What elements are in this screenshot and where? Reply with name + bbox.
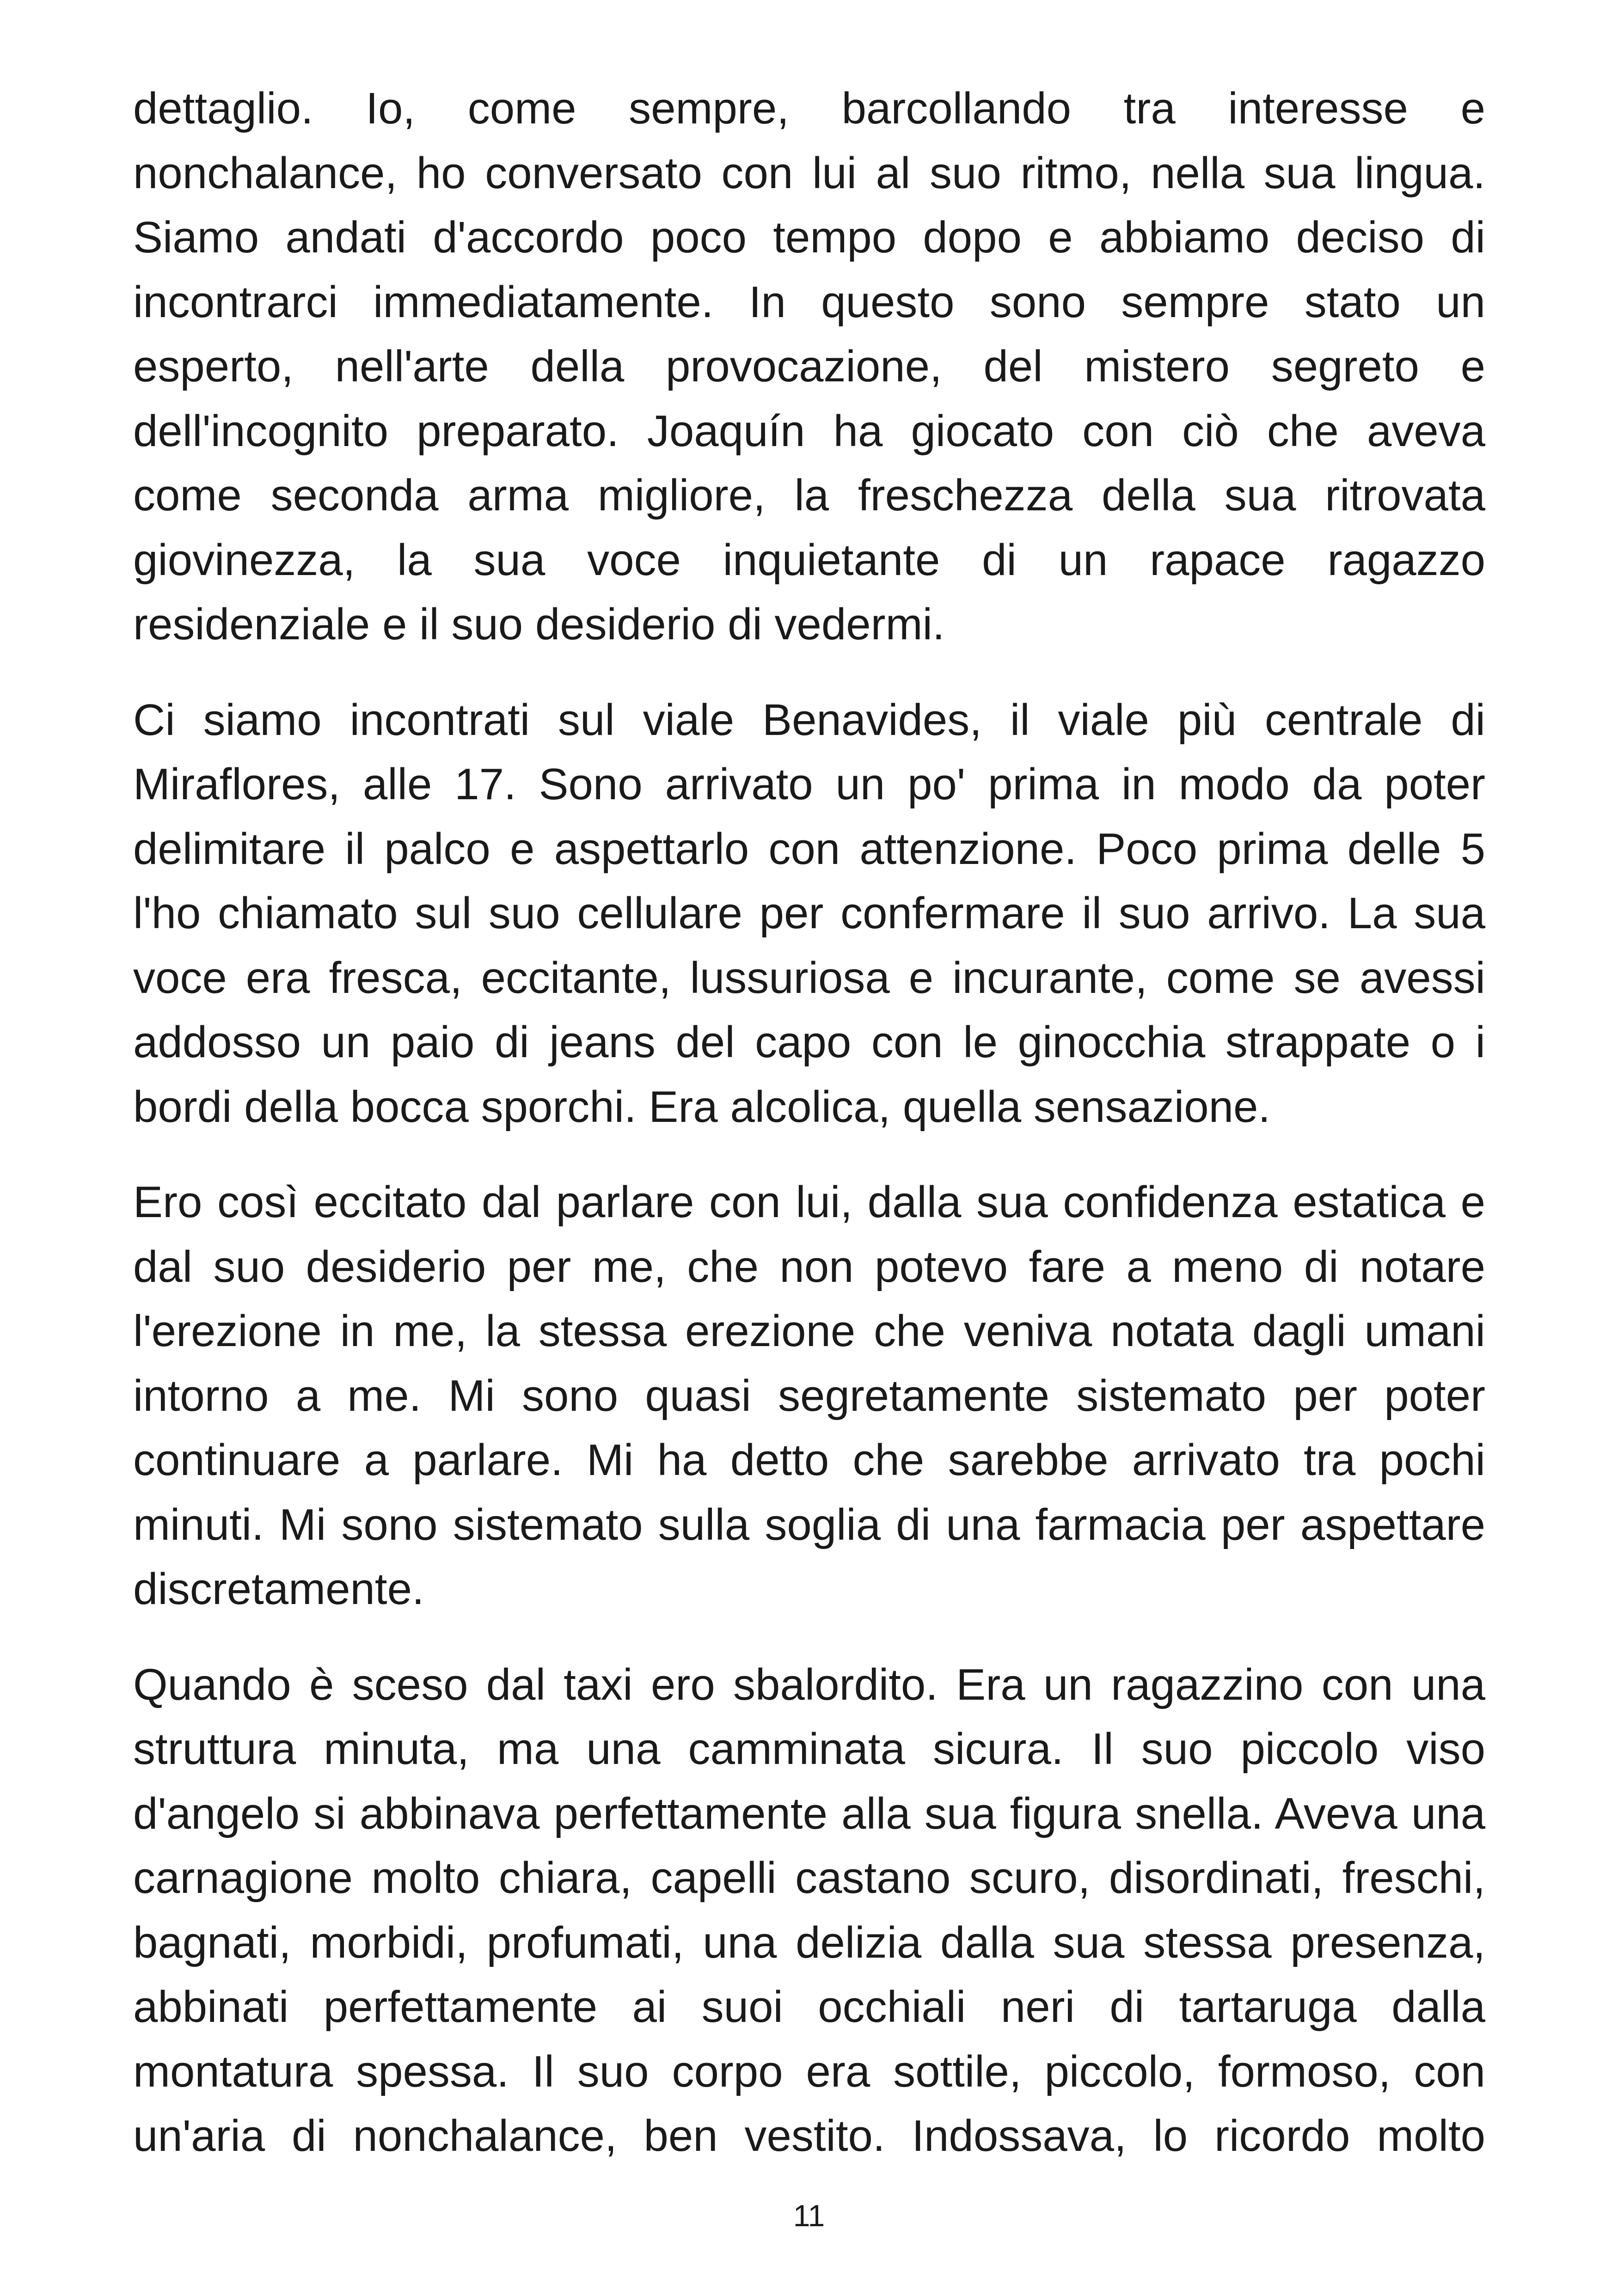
text-line: continuare a parlare. Mi ha detto che sarebbe arrivato tra pochi	[133, 1435, 1485, 1485]
text-line: l'erezione in me, la stessa erezione che veniva notata dagli umani	[133, 1306, 1485, 1356]
text-line: dettaglio. Io, come sempre, barcollando tra interesse e	[133, 84, 1485, 133]
text-line: montatura spessa. Il suo corpo era sottile, piccolo, formoso, con	[133, 2046, 1485, 2096]
text-line: come seconda arma migliore, la freschezza della sua ritrovata	[133, 471, 1485, 520]
text-line: residenziale e il suo desiderio di vedermi.	[133, 600, 945, 649]
text-line: intorno a me. Mi sono quasi segretamente sistemato per poter	[133, 1371, 1485, 1420]
page-number: 11	[793, 2198, 825, 2233]
text-line: Ero così eccitato dal parlare con lui, dalla sua confidenza estatica e	[133, 1177, 1485, 1227]
text-line: Quando è sceso dal taxi ero sbalordito. Era un ragazzino con una	[133, 1659, 1485, 1709]
text-line: giovinezza, la sua voce inquietante di un rapace ragazzo	[133, 535, 1485, 585]
text-line: struttura minuta, ma una camminata sicura. Il suo piccolo viso	[133, 1724, 1485, 1774]
paragraph-4	[133, 1653, 1485, 2168]
text-line: dell'incognito preparato. Joaquín ha giocato con ciò che aveva	[133, 406, 1485, 456]
text-line: un'aria di nonchalance, ben vestito. Indossava, lo ricordo molto	[133, 2111, 1485, 2161]
text-line: l'ho chiamato sul suo cellulare per confermare il suo arrivo. La sua	[133, 888, 1485, 938]
text-line: Ci siamo incontrati sul viale Benavides, il viale più centrale di	[133, 695, 1485, 745]
text-line: Siamo andati d'accordo poco tempo dopo e abbiamo deciso di	[133, 213, 1485, 262]
text-line: carnagione molto chiara, capelli castano scuro, disordinati, freschi,	[133, 1853, 1485, 1903]
text-line: bagnati, morbidi, profumati, una delizia dalla sua stessa presenza,	[133, 1917, 1485, 1967]
text-line: abbinati perfettamente ai suoi occhiali neri di tartaruga dalla	[133, 1982, 1485, 2032]
text-line: dal suo desiderio per me, che non potevo fare a meno di notare	[133, 1242, 1485, 1292]
text-line: incontrarci immediatamente. In questo sono sempre stato un	[133, 277, 1485, 327]
text-line: bordi della bocca sporchi. Era alcolica, quella sensazione.	[133, 1082, 1271, 1132]
text-line: voce era fresca, eccitante, lussuriosa e incurante, come se avessi	[133, 953, 1485, 1003]
text-line: minuti. Mi sono sistemato sulla soglia di una farmacia per aspettare	[133, 1500, 1485, 1549]
text-line: Miraflores, alle 17. Sono arrivato un po' prima in modo da poter	[133, 759, 1485, 809]
text-line: d'angelo si abbinava perfettamente alla sua figura snella. Aveva una	[133, 1788, 1485, 1838]
body-text	[133, 76, 1485, 2168]
paragraph-3	[133, 1170, 1485, 1622]
paragraph-1	[133, 76, 1485, 657]
text-line: nonchalance, ho conversato con lui al suo ritmo, nella sua lingua.	[133, 148, 1485, 198]
text-line: delimitare il palco e aspettarlo con attenzione. Poco prima delle 5	[133, 824, 1485, 874]
paragraph-2	[133, 688, 1485, 1139]
text-line: discretamente.	[133, 1564, 424, 1614]
text-line: addosso un paio di jeans del capo con le ginocchia strappate o i	[133, 1017, 1485, 1067]
text-line: esperto, nell'arte della provocazione, del mistero segreto e	[133, 342, 1485, 391]
